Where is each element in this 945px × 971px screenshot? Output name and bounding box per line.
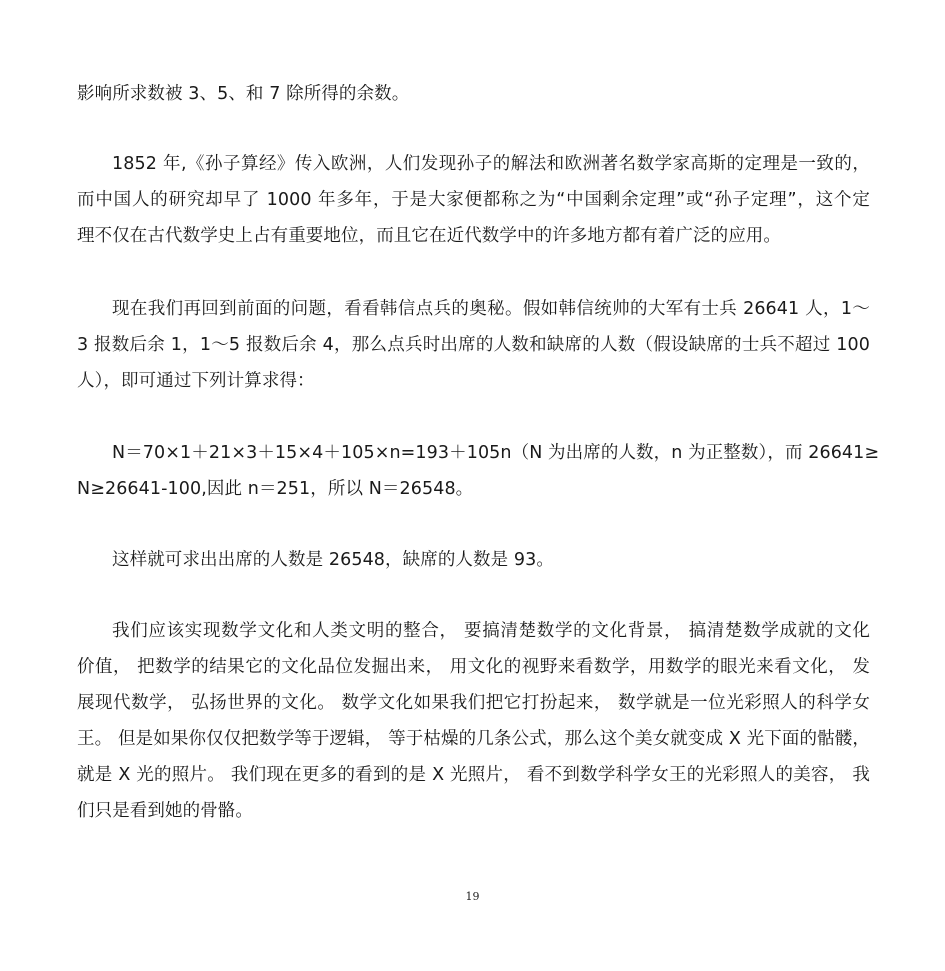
text-line: 影响所求数被 3、5、和 7 除所得的余数。 (77, 84, 410, 104)
text-line: 展现代数学， 弘扬世界的文化。 数学文化如果我们把它打扮起来， 数学就是一位光彩照人的科学女 (77, 693, 870, 713)
text-line: 人），即可通过下列计算求得： (77, 371, 315, 391)
formula-line: N≥26641-100,因此 n＝251，所以 N＝26548。 (77, 479, 474, 499)
text-line: 价值， 把数学的结果它的文化品位发掘出来， 用文化的视野来看数学，用数学的眼光来看文化， 发 (77, 657, 870, 677)
text-line: 王。 但是如果你仅仅把数学等于逻辑， 等于枯燥的几条公式，那么这个美女就变成 X 光下面的骷髅， (77, 729, 870, 749)
text-line: 1852 年,《孙子算经》传入欧洲，人们发现孙子的解法和欧洲著名数学家高斯的定理是一致的， (112, 154, 870, 174)
text-line: 就是 X 光的照片。 我们现在更多的看到的是 X 光照片， 看不到数学科学女王的光彩照人的美容， 我 (77, 765, 870, 785)
text-line: 们只是看到她的骨骼。 (77, 801, 253, 821)
text-line: 我们应该实现数学文化和人类文明的整合， 要搞清楚数学的文化背景， 搞清楚数学成就的文化 (112, 621, 870, 641)
formula-line: N＝70×1＋21×3＋15×4＋105×n=193＋105n（N 为出席的人数，n 为正整数），而 26641≥ (112, 443, 880, 463)
text-line: 理不仅在古代数学史上占有重要地位，而且它在近代数学中的许多地方都有着广泛的应用。 (77, 226, 781, 246)
page-number: 19 (465, 890, 480, 903)
text-line: 这样就可求出出席的人数是 26548，缺席的人数是 93。 (112, 550, 554, 570)
text-line: 而中国人的研究却早了 1000 年多年，于是大家便都称之为“中国剩余定理”或“孙子定理”，这个定 (77, 190, 870, 210)
text-line: 现在我们再回到前面的问题，看看韩信点兵的奥秘。假如韩信统帅的大军有士兵 26641 人，1～ (112, 299, 870, 319)
text-line: 3 报数后余 1，1～5 报数后余 4，那么点兵时出席的人数和缺席的人数（假设缺席的士兵不超过 100 (77, 335, 870, 355)
